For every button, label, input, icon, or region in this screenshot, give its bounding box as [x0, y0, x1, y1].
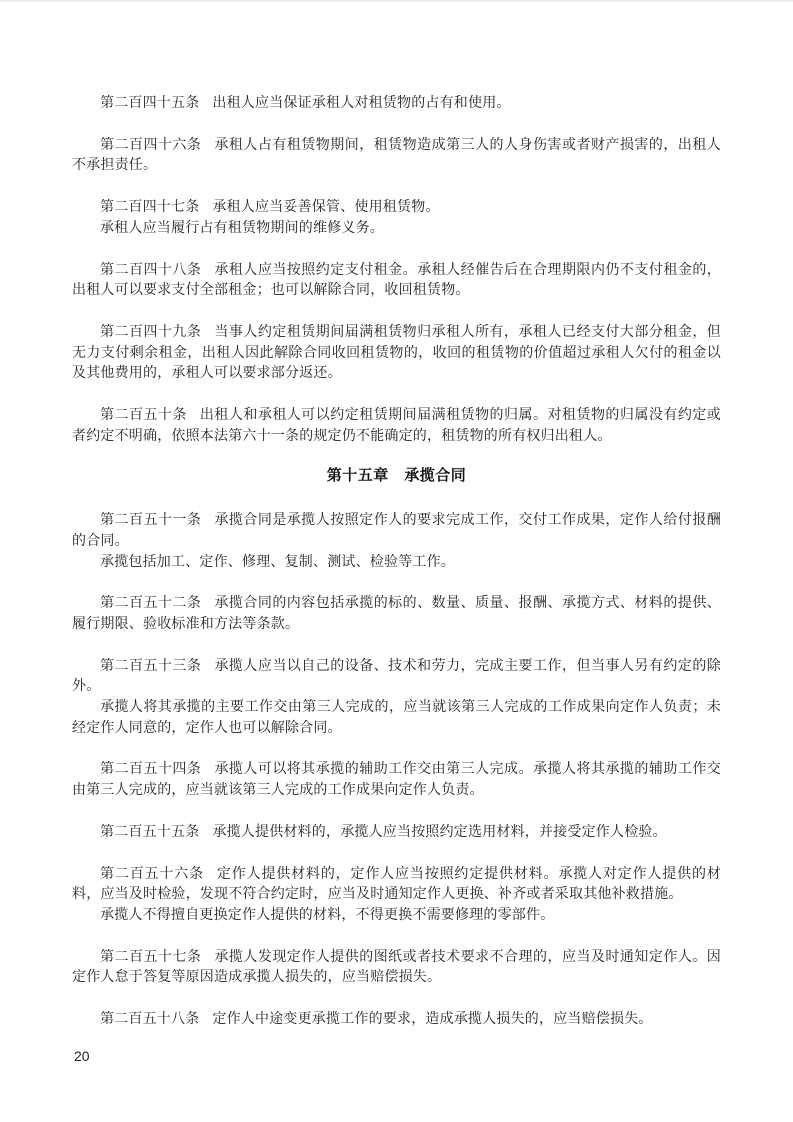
article-number: 第二百五十三条 — [100, 658, 202, 674]
continuation-paragraph: 承揽人不得擅自更换定作人提供的材料，不得更换不需要修理的零部件。 — [100, 907, 555, 923]
article-paragraph: 第二百四十五条 出租人应当保证承租人对租赁物的占有和使用。 — [100, 96, 511, 111]
article-number: 第二百五十七条 — [100, 949, 202, 965]
article-paragraph: 第二百五十三条 承揽人应当以自己的设备、技术和劳力，完成主要工作，但当事人另有约定的除外。 — [72, 658, 722, 695]
continuation-paragraph: 承揽人将其承揽的主要工作交由第三人完成的，应当就该第三人完成的工作成果向定作人负责；未经定作人同意的，定作人也可以解除合同。 — [72, 700, 721, 736]
article-number: 第二百五十一条 — [100, 513, 202, 529]
article-paragraph: 第二百四十七条 承租人应当妥善保管、使用租赁物。 — [100, 200, 440, 216]
article-number: 第二百四十七条 — [100, 200, 200, 216]
document-body — [0, 2, 793, 1031]
article-paragraph: 第二百五十条 出租人和承租人可以约定租赁期间届满租赁物的归属。对租赁物的归属没有约定或者约定不明确，依照本法第六十一条的规定仍不能确定的，租赁物的所有权归出租人。 — [72, 408, 722, 444]
continuation-paragraph: 承揽包括加工、定作、修理、复制、测试、检验等工作。 — [100, 554, 455, 570]
page-number-label: 20 — [74, 1048, 90, 1064]
article-number: 第二百五十四条 — [100, 762, 202, 778]
continuation-paragraph: 承租人应当履行占有租赁物期间的维修义务。 — [100, 220, 384, 236]
article-paragraph: 第二百五十八条 定作人中途变更承揽工作的要求，造成承揽人损失的，应当赔偿损失。 — [100, 1012, 653, 1028]
article-number: 第二百四十六条 — [100, 137, 202, 153]
article-paragraph: 第二百五十六条 定作人提供材料的，定作人应当按照约定提供材料。承揽人对定作人提供的材料，应当及时检验，发现不符合约定时，应当及时通知定作人更换、补齐或者采取其他补救措施。 — [72, 866, 721, 903]
article-number: 第二百五十八条 — [100, 1012, 200, 1028]
article-paragraph: 第二百四十八条 承租人应当按照约定支付租金。承租人经催告后在合理期限内仍不支付租金的，出租人可以要求支付全部租金；也可以解除合同，收回租赁物。 — [72, 262, 722, 299]
article-number: 第二百五十条 — [100, 408, 187, 424]
article-number: 第二百五十六条 — [100, 866, 204, 882]
article-paragraph: 第二百五十一条 承揽合同是承揽人按照定作人的要求完成工作，交付工作成果，定作人给付报酬的合同。 — [72, 513, 722, 549]
article-number: 第二百四十五条 — [100, 96, 200, 111]
article-number: 第二百五十五条 — [100, 824, 200, 840]
article-number: 第二百四十九条 — [100, 324, 202, 340]
article-paragraph: 第二百五十四条 承揽人可以将其承揽的辅助工作交由第三人完成。承揽人将其承揽的辅助工作交由第三人完成的，应当就该第三人完成的工作成果向定作人负责。 — [72, 762, 722, 799]
article-number: 第二百五十二条 — [100, 596, 202, 612]
article-paragraph: 第二百五十七条 承揽人发现定作人提供的图纸或者技术要求不合理的，应当及时通知定作人。因定作人怠于答复等原因造成承揽人损失的，应当赔偿损失。 — [72, 949, 722, 986]
article-paragraph: 第二百四十六条 承租人占有租赁物期间，租赁物造成第三人的人身伤害或者财产损害的，出租人不承担责任。 — [72, 137, 722, 174]
article-paragraph: 第二百四十九条 当事人约定租赁期间届满租赁物归承租人所有，承租人已经支付大部分租金，但无力支付剩余租金，出租人因此解除合同收回租赁物的，收回的租赁物的价值超过承租人欠付的租金以及其他费用的，承租人可以要求部分返还。 — [72, 324, 722, 382]
chapter-heading: 第十五章 承揽合同 — [326, 468, 467, 485]
article-paragraph: 第二百五十五条 承揽人提供材料的，承揽人应当按照约定选用材料，并接受定作人检验。 — [100, 824, 667, 840]
article-paragraph: 第二百五十二条 承揽合同的内容包括承揽的标的、数量、质量、报酬、承揽方式、材料的提供、履行期限、验收标准和方法等条款。 — [72, 596, 722, 632]
article-number: 第二百四十八条 — [100, 262, 202, 278]
